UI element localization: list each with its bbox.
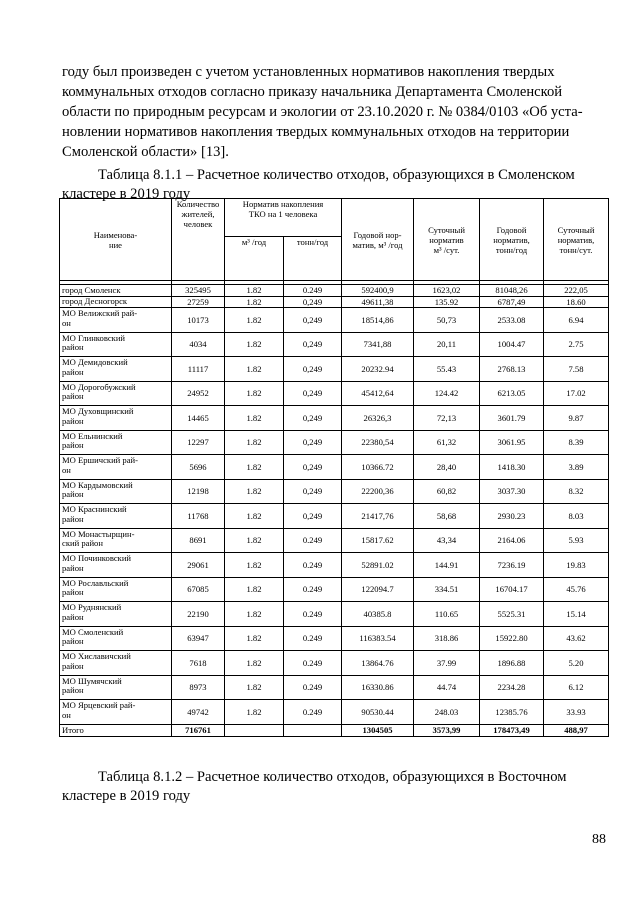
row-value-cell: 0.249 <box>284 651 342 676</box>
row-value-cell: 0.249 <box>284 553 342 578</box>
row-value-cell: 1418.30 <box>480 455 544 480</box>
row-value-cell: 29061 <box>172 553 225 578</box>
row-value-cell: 2930.23 <box>480 504 544 529</box>
table-row <box>60 479 609 504</box>
row-name-cell: МО Монастырщин- ский район <box>60 528 172 553</box>
row-value-cell: 18.60 <box>544 296 609 308</box>
row-value-cell: 26326,3 <box>342 406 414 431</box>
row-value-cell: 21417,76 <box>342 504 414 529</box>
row-name-cell: МО Ершичский рай- он <box>60 455 172 480</box>
row-value-cell: 1.82 <box>225 577 284 602</box>
header-norm-m3: м³ /год <box>225 237 284 281</box>
row-value-cell: 12385.76 <box>480 700 544 725</box>
waste-table <box>59 198 609 737</box>
row-value-cell: 135.92 <box>414 296 480 308</box>
row-value-cell: 4034 <box>172 332 225 357</box>
total-value-cell <box>225 724 284 736</box>
row-value-cell: 0,249 <box>284 381 342 406</box>
row-value-cell: 116383.54 <box>342 626 414 651</box>
table-row <box>60 332 609 357</box>
row-value-cell: 2533.08 <box>480 308 544 333</box>
row-value-cell: 2768.13 <box>480 357 544 382</box>
header-annual-t: Годовой норматив, тонн/год <box>480 199 544 281</box>
row-value-cell: 11117 <box>172 357 225 382</box>
total-label-cell: Итого <box>60 724 172 736</box>
row-value-cell: 45412,64 <box>342 381 414 406</box>
row-value-cell: 1.82 <box>225 381 284 406</box>
row-value-cell: 44.74 <box>414 675 480 700</box>
row-value-cell: 20232.94 <box>342 357 414 382</box>
row-value-cell: 1.82 <box>225 430 284 455</box>
row-value-cell: 8.32 <box>544 479 609 504</box>
row-value-cell: 0,249 <box>284 479 342 504</box>
row-value-cell: 6.94 <box>544 308 609 333</box>
row-value-cell: 81048,26 <box>480 285 544 297</box>
row-value-cell: 9.87 <box>544 406 609 431</box>
row-value-cell: 144.91 <box>414 553 480 578</box>
row-name-cell: МО Духовщинский район <box>60 406 172 431</box>
row-value-cell: 10366.72 <box>342 455 414 480</box>
row-value-cell: 5525.31 <box>480 602 544 627</box>
table-row <box>60 626 609 651</box>
total-value-cell: 178473,49 <box>480 724 544 736</box>
row-value-cell: 334.51 <box>414 577 480 602</box>
row-value-cell: 1.82 <box>225 602 284 627</box>
row-value-cell: 49611,38 <box>342 296 414 308</box>
table2-caption <box>62 768 610 806</box>
row-value-cell: 45.76 <box>544 577 609 602</box>
row-value-cell: 6.12 <box>544 675 609 700</box>
row-value-cell: 1.82 <box>225 406 284 431</box>
row-value-cell: 0,249 <box>284 308 342 333</box>
table-row <box>60 285 609 297</box>
row-value-cell: 2234.28 <box>480 675 544 700</box>
row-name-cell: МО Краснинский район <box>60 504 172 529</box>
row-value-cell: 24952 <box>172 381 225 406</box>
row-value-cell: 6787,49 <box>480 296 544 308</box>
header-residents: Количество жителей, человек <box>172 199 225 281</box>
row-value-cell: 1.82 <box>225 700 284 725</box>
table-row <box>60 357 609 382</box>
row-value-cell: 325495 <box>172 285 225 297</box>
total-row <box>60 724 609 736</box>
row-name-cell: город Десногорск <box>60 296 172 308</box>
row-value-cell: 1004.47 <box>480 332 544 357</box>
paragraph-line: году был произведен с учетом установленных нормативов накопления твердых <box>62 64 555 80</box>
table-row <box>60 308 609 333</box>
row-value-cell: 15922.80 <box>480 626 544 651</box>
row-value-cell: 22200,36 <box>342 479 414 504</box>
row-name-cell: МО Руднянский район <box>60 602 172 627</box>
row-value-cell: 1.82 <box>225 675 284 700</box>
row-value-cell: 0.249 <box>284 626 342 651</box>
row-value-cell: 2164.06 <box>480 528 544 553</box>
table-row <box>60 602 609 627</box>
row-name-cell: МО Ельнинский район <box>60 430 172 455</box>
row-value-cell: 7236.19 <box>480 553 544 578</box>
table-row <box>60 651 609 676</box>
paragraph-line: области по природным ресурсам и экологии от 23.10.2020 г. № 0384/0103 «Об уста- <box>62 104 583 120</box>
row-value-cell: 8.03 <box>544 504 609 529</box>
row-value-cell: 33.93 <box>544 700 609 725</box>
row-value-cell: 3.89 <box>544 455 609 480</box>
row-value-cell: 0,249 <box>284 406 342 431</box>
row-value-cell: 1.82 <box>225 332 284 357</box>
row-value-cell: 8973 <box>172 675 225 700</box>
row-value-cell: 15.14 <box>544 602 609 627</box>
paragraph-line: Смоленской области» [13]. <box>62 144 229 160</box>
row-value-cell: 22190 <box>172 602 225 627</box>
paragraph-line: новлении нормативов накопления твердых коммунальных отходов на территории <box>62 124 570 140</box>
row-value-cell: 43,34 <box>414 528 480 553</box>
row-name-cell: МО Демидовский район <box>60 357 172 382</box>
row-value-cell: 1.82 <box>225 504 284 529</box>
total-value-cell: 716761 <box>172 724 225 736</box>
row-value-cell: 1.82 <box>225 528 284 553</box>
table-row <box>60 455 609 480</box>
row-value-cell: 16704.17 <box>480 577 544 602</box>
row-value-cell: 10173 <box>172 308 225 333</box>
row-name-cell: МО Починковский район <box>60 553 172 578</box>
row-value-cell: 3601.79 <box>480 406 544 431</box>
header-daily-t: Суточный норматив, тонн/сут. <box>544 199 609 281</box>
table-row <box>60 504 609 529</box>
row-value-cell: 12297 <box>172 430 225 455</box>
table-row <box>60 381 609 406</box>
row-value-cell: 1.82 <box>225 626 284 651</box>
table1-caption-line2: кластере в 2019 году <box>62 186 191 202</box>
row-name-cell: МО Кардымовский район <box>60 479 172 504</box>
row-name-cell: МО Ярцевский рай- он <box>60 700 172 725</box>
row-value-cell: 27259 <box>172 296 225 308</box>
row-value-cell: 11768 <box>172 504 225 529</box>
row-value-cell: 22380,54 <box>342 430 414 455</box>
row-name-cell: МО Рославльский район <box>60 577 172 602</box>
row-value-cell: 0,249 <box>284 357 342 382</box>
row-value-cell: 8.39 <box>544 430 609 455</box>
row-value-cell: 0,249 <box>284 504 342 529</box>
row-value-cell: 5.93 <box>544 528 609 553</box>
row-value-cell: 2.75 <box>544 332 609 357</box>
total-value-cell: 488,97 <box>544 724 609 736</box>
table2-caption-line1: Таблица 8.1.2 – Расчетное количество отходов, образующихся в Восточном <box>98 769 567 785</box>
row-value-cell: 222,05 <box>544 285 609 297</box>
row-value-cell: 1.82 <box>225 285 284 297</box>
row-value-cell: 0.249 <box>284 675 342 700</box>
paragraph-line: коммунальных отходов согласно приказу начальника Департамента Смоленской <box>62 84 563 100</box>
table-row <box>60 700 609 725</box>
row-name-cell: город Смоленск <box>60 285 172 297</box>
page-number: 88 <box>592 832 606 847</box>
row-name-cell: МО Велижский рай- он <box>60 308 172 333</box>
table-row <box>60 430 609 455</box>
row-value-cell: 0.249 <box>284 577 342 602</box>
table-row <box>60 553 609 578</box>
row-value-cell: 28,40 <box>414 455 480 480</box>
row-value-cell: 0.249 <box>284 528 342 553</box>
table2-caption-line2: кластере в 2019 году <box>62 788 191 804</box>
row-value-cell: 3061.95 <box>480 430 544 455</box>
row-value-cell: 124.42 <box>414 381 480 406</box>
header-daily-m3: Суточный норматив м³ /сут. <box>414 199 480 281</box>
table-row <box>60 675 609 700</box>
row-value-cell: 13864.76 <box>342 651 414 676</box>
row-value-cell: 1.82 <box>225 455 284 480</box>
row-value-cell: 1623,02 <box>414 285 480 297</box>
total-value-cell: 3573,99 <box>414 724 480 736</box>
row-value-cell: 60,82 <box>414 479 480 504</box>
table-row <box>60 577 609 602</box>
row-value-cell: 37.99 <box>414 651 480 676</box>
row-value-cell: 1.82 <box>225 651 284 676</box>
row-value-cell: 14465 <box>172 406 225 431</box>
row-value-cell: 18514,86 <box>342 308 414 333</box>
row-value-cell: 1.82 <box>225 479 284 504</box>
row-value-cell: 40385.8 <box>342 602 414 627</box>
row-value-cell: 12198 <box>172 479 225 504</box>
row-value-cell: 17.02 <box>544 381 609 406</box>
row-value-cell: 110.65 <box>414 602 480 627</box>
row-value-cell: 1.82 <box>225 296 284 308</box>
header-annual-m3: Годовой нор- матив, м³ /год <box>342 199 414 281</box>
row-value-cell: 7618 <box>172 651 225 676</box>
total-value-cell <box>284 724 342 736</box>
row-name-cell: МО Смоленский район <box>60 626 172 651</box>
row-value-cell: 72,13 <box>414 406 480 431</box>
header-name: Наименова- ние <box>60 199 172 281</box>
row-value-cell: 1.82 <box>225 357 284 382</box>
row-value-cell: 67085 <box>172 577 225 602</box>
table1-caption-line1: Таблица 8.1.1 – Расчетное количество отходов, образующихся в Смоленском <box>98 167 575 183</box>
row-value-cell: 0,249 <box>284 455 342 480</box>
row-value-cell: 20,11 <box>414 332 480 357</box>
row-value-cell: 63947 <box>172 626 225 651</box>
row-value-cell: 6213.05 <box>480 381 544 406</box>
row-value-cell: 0,249 <box>284 430 342 455</box>
row-name-cell: МО Хиславичский район <box>60 651 172 676</box>
row-value-cell: 5.20 <box>544 651 609 676</box>
row-value-cell: 52891.02 <box>342 553 414 578</box>
row-value-cell: 318.86 <box>414 626 480 651</box>
row-value-cell: 0,249 <box>284 296 342 308</box>
row-value-cell: 122094.7 <box>342 577 414 602</box>
row-value-cell: 0.249 <box>284 602 342 627</box>
row-value-cell: 1896.88 <box>480 651 544 676</box>
row-value-cell: 61,32 <box>414 430 480 455</box>
row-value-cell: 248.03 <box>414 700 480 725</box>
row-value-cell: 592400,9 <box>342 285 414 297</box>
table-row <box>60 296 609 308</box>
row-name-cell: МО Дорогобужский район <box>60 381 172 406</box>
row-value-cell: 7.58 <box>544 357 609 382</box>
table-row <box>60 528 609 553</box>
row-value-cell: 0,249 <box>284 332 342 357</box>
row-value-cell: 0.249 <box>284 700 342 725</box>
row-value-cell: 5696 <box>172 455 225 480</box>
row-name-cell: МО Глинковский район <box>60 332 172 357</box>
row-value-cell: 1.82 <box>225 553 284 578</box>
row-value-cell: 19.83 <box>544 553 609 578</box>
header-norm-t: тонн/год <box>284 237 342 281</box>
row-value-cell: 49742 <box>172 700 225 725</box>
row-name-cell: МО Шумячский район <box>60 675 172 700</box>
row-value-cell: 58,68 <box>414 504 480 529</box>
row-value-cell: 16330.86 <box>342 675 414 700</box>
header-norm-group: Норматив накопления ТКО на 1 человека <box>225 199 342 237</box>
row-value-cell: 0.249 <box>284 285 342 297</box>
row-value-cell: 15817.62 <box>342 528 414 553</box>
row-value-cell: 7341,88 <box>342 332 414 357</box>
row-value-cell: 55.43 <box>414 357 480 382</box>
table-row <box>60 406 609 431</box>
row-value-cell: 50,73 <box>414 308 480 333</box>
row-value-cell: 90530.44 <box>342 700 414 725</box>
body-paragraph <box>62 62 610 162</box>
row-value-cell: 1.82 <box>225 308 284 333</box>
row-value-cell: 43.62 <box>544 626 609 651</box>
row-value-cell: 8691 <box>172 528 225 553</box>
row-value-cell: 3037.30 <box>480 479 544 504</box>
total-value-cell: 1304505 <box>342 724 414 736</box>
